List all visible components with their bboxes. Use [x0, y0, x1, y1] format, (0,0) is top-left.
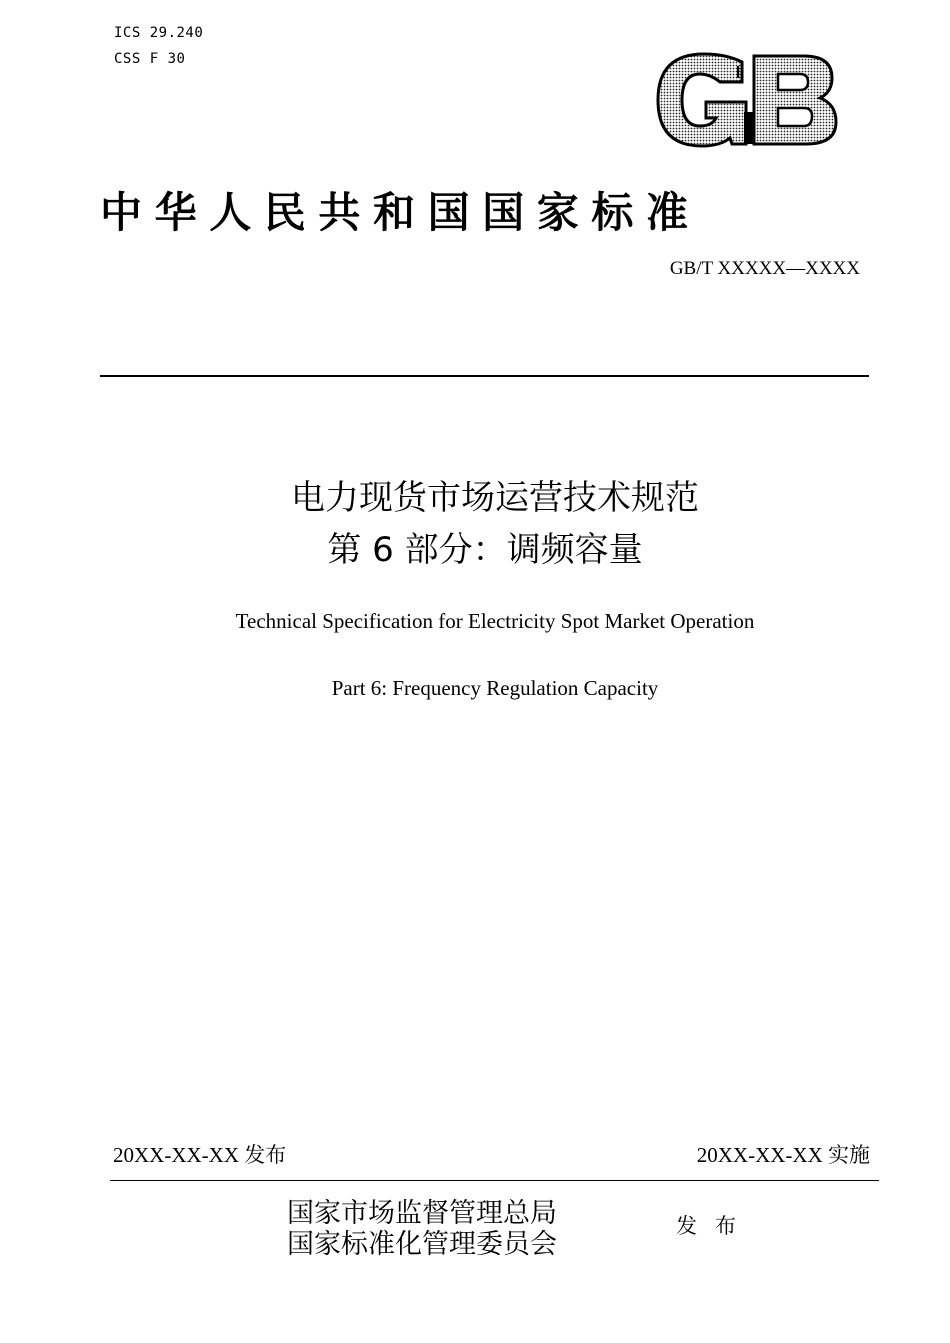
issue-label: 发布 — [676, 1214, 754, 1238]
english-title-line2: Part 6: Frequency Regulation Capacity — [331, 676, 659, 700]
ccs-code: CSS F 30 — [114, 51, 186, 67]
english-title-line1: Technical Specification for Electricity Spot Market Operation — [235, 609, 755, 633]
publish-date: 20XX-XX-XX 发布 — [113, 1143, 287, 1167]
chinese-title-line1: 电力现货市场运营技术规范 — [291, 478, 699, 518]
standard-number: GB/T XXXXX—XXXX — [669, 258, 860, 279]
bottom-divider — [110, 1180, 879, 1181]
ics-code: ICS 29.240 — [114, 25, 204, 41]
issuer-line2: 国家标准化管理委员会 — [287, 1229, 557, 1260]
national-standard-title: 中华人民共和国国家标准 — [100, 188, 701, 237]
issuer-line1: 国家市场监督管理总局 — [287, 1198, 557, 1229]
implement-date: 20XX-XX-XX 实施 — [696, 1143, 870, 1167]
top-divider — [100, 375, 869, 377]
chinese-title-line2: 第 6 部分：调频容量 — [327, 530, 643, 570]
gb-logo-icon — [654, 52, 840, 148]
